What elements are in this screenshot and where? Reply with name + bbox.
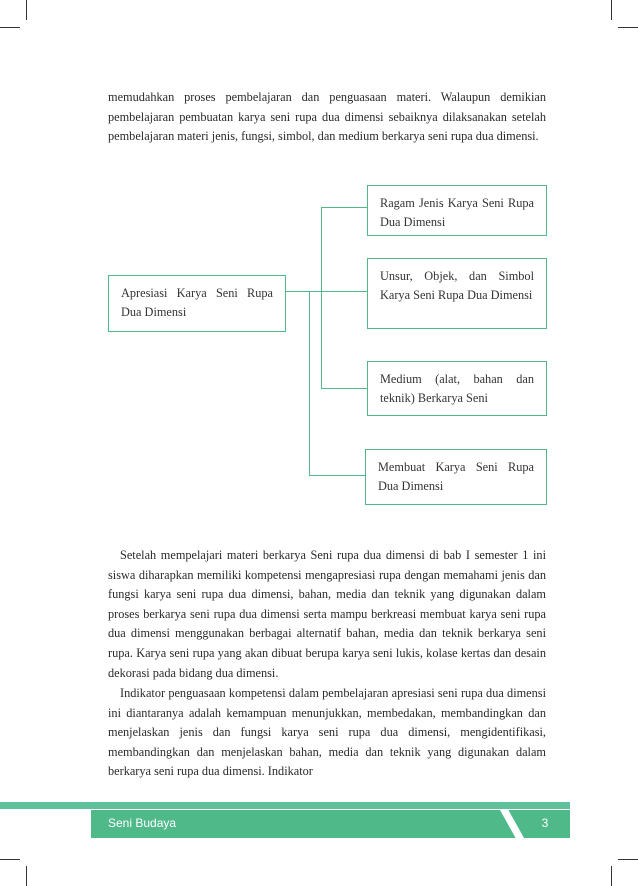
diagram-root-box xyxy=(108,275,286,332)
diagram-branch-label: Ragam Jenis Karya Seni Rupa Dua Dimensi xyxy=(380,196,534,229)
footer-book-title: Seni Budaya xyxy=(108,816,177,830)
diagram-branch-box xyxy=(367,258,547,329)
crop-mark-bottom-right-v xyxy=(611,866,612,886)
diagram-root-label: Apresiasi Karya Seni Rupa Dua Dimensi xyxy=(121,286,273,319)
crop-mark-top-left-h xyxy=(0,27,20,28)
crop-mark-top-left-v xyxy=(26,0,27,20)
connector-branch-2 xyxy=(321,291,367,292)
connector-branch-3 xyxy=(321,388,367,389)
crop-mark-bottom-right-h xyxy=(618,859,638,860)
body-paragraph-2: Setelah mempelajari materi berkarya Seni rupa dua dimensi di bab I semester 1 ini siswa diharapkan memiliki kompetensi mengapresiasi rupa dengan memahami jenis dan fungsi karya seni rupa dua dimensi, bahan, media dan teknik yang digunakan dalam proses berkarya seni rupa dua dimensi serta mampu berkreasi membuat karya seni rupa dua dimensi menggunakan berbagai alternatif bahan, media dan teknik berkarya seni rupa. Karya seni rupa yang akan dibuat berupa karya seni lukis, kolase kertas dan desain dekorasi pada bidang dua dimensi. xyxy=(108,548,546,680)
connector-branch-4 xyxy=(309,475,365,476)
diagram-branch-label: Medium (alat, bahan dan teknik) Berkarya Seni xyxy=(380,372,534,405)
connector-trunk-inner xyxy=(321,207,322,389)
connector-root xyxy=(286,291,322,292)
diagram-branch-label: Membuat Karya Seni Rupa Dua Dimensi xyxy=(378,460,534,493)
connector-trunk-outer xyxy=(309,291,310,475)
page-number: 3 xyxy=(541,816,549,830)
connector-branch-1 xyxy=(321,207,367,208)
footer-accent-bar xyxy=(0,802,570,809)
crop-mark-top-right-h xyxy=(618,27,638,28)
body-paragraph-3: Indikator penguasaan kompetensi dalam pembelajaran apresiasi seni rupa dua dimensi ini diantaranya adalah kemampuan menunjukkan, membedakan, membandingkan dan menjelaskan jenis dan fungsi karya seni rupa dua dimensi, mengidentifikasi, membandingkan dan menjelaskan bahan, media dan teknik yang digunakan dalam berkarya seni rupa dua dimensi. Indikator xyxy=(108,686,546,779)
crop-mark-top-right-v xyxy=(611,0,612,20)
diagram-branch-box xyxy=(367,361,547,416)
crop-mark-bottom-left-h xyxy=(0,859,20,860)
crop-mark-bottom-left-v xyxy=(26,866,27,886)
intro-paragraph: memudahkan proses pembelajaran dan penguasaan materi. Walaupun demikian pembelajaran pembuatan karya seni rupa dua dimensi sebaiknya dilaksanakan setelah pembelajaran materi jenis, fungsi, simbol, dan medium berkarya seni rupa dua dimensi. xyxy=(108,90,546,144)
diagram-branch-box xyxy=(367,185,547,236)
diagram-branch-label: Unsur, Objek, dan Simbol Karya Seni Rupa Dua Dimensi xyxy=(380,269,534,302)
diagram-branch-box xyxy=(365,449,547,505)
